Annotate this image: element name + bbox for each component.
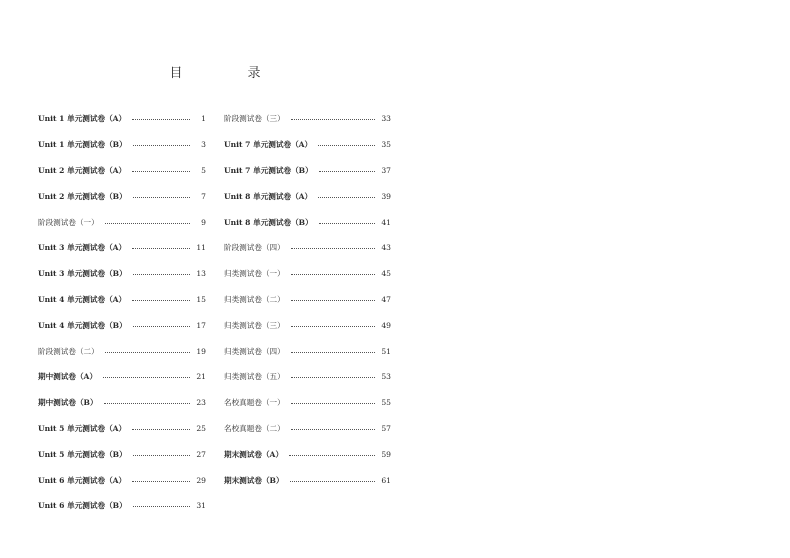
toc-entry[interactable] — [38, 467, 206, 493]
toc-entry-page-number: 35 — [381, 140, 391, 150]
toc-entry-title: Unit 6 单元测试卷（B） — [38, 501, 127, 511]
toc-dot-leader — [132, 248, 190, 249]
toc-dot-leader — [290, 481, 375, 482]
toc-entry-page-number: 43 — [381, 243, 391, 253]
toc-entry-title: 归类测试卷（一） — [224, 269, 285, 279]
toc-dot-leader — [319, 171, 375, 172]
toc-dot-leader — [105, 352, 190, 353]
toc-dot-leader — [133, 455, 190, 456]
toc-entry-title: Unit 6 单元测试卷（A） — [38, 475, 127, 485]
toc-entry-page-number: 47 — [381, 294, 391, 304]
toc-entry-page-number: 9 — [201, 217, 206, 227]
toc-entry-title: Unit 7 单元测试卷（A） — [224, 140, 313, 150]
toc-entry[interactable] — [38, 235, 206, 261]
toc-entry[interactable] — [224, 364, 391, 390]
toc-entry-title: Unit 1 单元测试卷（A） — [38, 114, 127, 124]
page-title: 目 录 — [169, 66, 287, 81]
toc-entry[interactable] — [38, 132, 206, 158]
toc-entry-page-number: 11 — [196, 243, 206, 253]
toc-entry-page-number: 13 — [196, 269, 206, 279]
toc-entry[interactable] — [224, 338, 391, 364]
toc-entry[interactable] — [38, 441, 206, 467]
toc-entry[interactable] — [224, 441, 391, 467]
toc-dot-leader — [291, 274, 375, 275]
toc-entry[interactable] — [224, 158, 391, 184]
toc-dot-leader — [132, 119, 190, 120]
toc-dot-leader — [105, 223, 190, 224]
toc-entry-title: 期末测试卷（A） — [224, 449, 284, 459]
toc-entry[interactable] — [224, 209, 391, 235]
toc-dot-leader — [133, 506, 190, 507]
toc-dot-leader — [133, 145, 190, 146]
toc-entry[interactable] — [38, 183, 206, 209]
toc-entry-page-number: 29 — [196, 475, 206, 485]
toc-dot-leader — [291, 403, 375, 404]
toc-entry[interactable] — [224, 416, 391, 442]
toc-dot-leader — [291, 248, 375, 249]
toc-entry-page-number: 5 — [201, 165, 206, 175]
toc-entry-page-number: 15 — [196, 294, 206, 304]
toc-entry-page-number: 21 — [196, 372, 206, 382]
toc-entry-title: 期中测试卷（A） — [38, 372, 98, 382]
toc-entry-page-number: 23 — [196, 398, 206, 408]
toc-entry-page-number: 39 — [381, 191, 391, 201]
toc-entry-title: Unit 4 单元测试卷（A） — [38, 294, 127, 304]
toc-entry-title: 阶段测试卷（一） — [38, 217, 99, 227]
toc-entry-page-number: 1 — [201, 114, 206, 124]
toc-dot-leader — [291, 119, 375, 120]
toc-entry-title: Unit 2 单元测试卷（B） — [38, 191, 127, 201]
toc-entry[interactable] — [38, 312, 206, 338]
toc-entry[interactable] — [38, 106, 206, 132]
toc-entry-title: Unit 3 单元测试卷（A） — [38, 243, 127, 253]
toc-entry-title: Unit 3 单元测试卷（B） — [38, 269, 127, 279]
toc-entry[interactable] — [38, 416, 206, 442]
toc-entry-title: Unit 8 单元测试卷（A） — [224, 191, 313, 201]
toc-entry[interactable] — [224, 390, 391, 416]
toc-entry[interactable] — [38, 493, 206, 519]
toc-entry[interactable] — [224, 106, 391, 132]
toc-entry[interactable] — [38, 338, 206, 364]
toc-entry-page-number: 3 — [201, 140, 206, 150]
toc-entry-page-number: 25 — [196, 423, 206, 433]
toc-dot-leader — [132, 429, 190, 430]
toc-dot-leader — [291, 429, 375, 430]
toc-entry[interactable] — [224, 467, 391, 493]
toc-entry-title: Unit 5 单元测试卷（B） — [38, 449, 127, 459]
toc-dot-leader — [103, 377, 190, 378]
toc-entry[interactable] — [224, 261, 391, 287]
toc-entry-page-number: 41 — [381, 217, 391, 227]
toc-entry-page-number: 49 — [381, 320, 391, 330]
toc-left-column — [38, 106, 206, 519]
toc-entry-title: Unit 4 单元测试卷（B） — [38, 320, 127, 330]
toc-entry-page-number: 61 — [381, 475, 391, 485]
toc-entry-title: Unit 7 单元测试卷（B） — [224, 165, 313, 175]
toc-entry-title: 归类测试卷（二） — [224, 294, 285, 304]
toc-entry-title: Unit 8 单元测试卷（B） — [224, 217, 313, 227]
toc-dot-leader — [133, 274, 190, 275]
toc-right-column — [224, 106, 391, 493]
toc-entry-page-number: 55 — [381, 398, 391, 408]
toc-entry-page-number: 19 — [196, 346, 206, 356]
toc-entry[interactable] — [38, 209, 206, 235]
toc-entry-title: 期末测试卷（B） — [224, 475, 284, 485]
toc-dot-leader — [132, 171, 190, 172]
toc-dot-leader — [291, 352, 375, 353]
toc-entry-title: 期中测试卷（B） — [38, 398, 98, 408]
toc-dot-leader — [318, 197, 375, 198]
toc-entry[interactable] — [224, 132, 391, 158]
toc-entry-page-number: 33 — [381, 114, 391, 124]
toc-dot-leader — [291, 377, 375, 378]
toc-entry-title: Unit 5 单元测试卷（A） — [38, 423, 127, 433]
toc-entry-title: 阶段测试卷（三） — [224, 114, 285, 124]
toc-entry-title: Unit 2 单元测试卷（A） — [38, 165, 127, 175]
toc-entry[interactable] — [38, 261, 206, 287]
toc-entry-page-number: 37 — [381, 165, 391, 175]
toc-entry-title: 名校真题卷（一） — [224, 398, 285, 408]
toc-entry-page-number: 53 — [381, 372, 391, 382]
toc-entry-page-number: 27 — [196, 449, 206, 459]
toc-dot-leader — [318, 145, 375, 146]
toc-dot-leader — [132, 481, 190, 482]
toc-entry-title: 归类测试卷（三） — [224, 320, 285, 330]
toc-entry-title: 名校真题卷（二） — [224, 423, 285, 433]
toc-entry[interactable] — [224, 287, 391, 313]
toc-entry-title: 阶段测试卷（四） — [224, 243, 285, 253]
toc-dot-leader — [291, 300, 375, 301]
toc-entry-page-number: 59 — [381, 449, 391, 459]
toc-entry-title: 阶段测试卷（二） — [38, 346, 99, 356]
toc-entry-page-number: 51 — [381, 346, 391, 356]
toc-entry[interactable] — [224, 312, 391, 338]
toc-entry-page-number: 57 — [381, 423, 391, 433]
toc-entry[interactable] — [38, 287, 206, 313]
toc-dot-leader — [133, 326, 190, 327]
toc-entry-page-number: 7 — [201, 191, 206, 201]
toc-entry[interactable] — [224, 235, 391, 261]
toc-entry-page-number: 31 — [196, 501, 206, 511]
toc-dot-leader — [133, 197, 190, 198]
toc-entry[interactable] — [224, 183, 391, 209]
toc-dot-leader — [319, 223, 375, 224]
toc-entry[interactable] — [38, 390, 206, 416]
toc-entry-page-number: 17 — [196, 320, 206, 330]
toc-entry-page-number: 45 — [381, 269, 391, 279]
toc-dot-leader — [291, 326, 375, 327]
toc-dot-leader — [104, 403, 190, 404]
toc-dot-leader — [289, 455, 375, 456]
toc-entry-title: 归类测试卷（五） — [224, 372, 285, 382]
toc-entry-title: 归类测试卷（四） — [224, 346, 285, 356]
toc-entry[interactable] — [38, 364, 206, 390]
toc-dot-leader — [132, 300, 190, 301]
toc-entry-title: Unit 1 单元测试卷（B） — [38, 140, 127, 150]
toc-entry[interactable] — [38, 158, 206, 184]
